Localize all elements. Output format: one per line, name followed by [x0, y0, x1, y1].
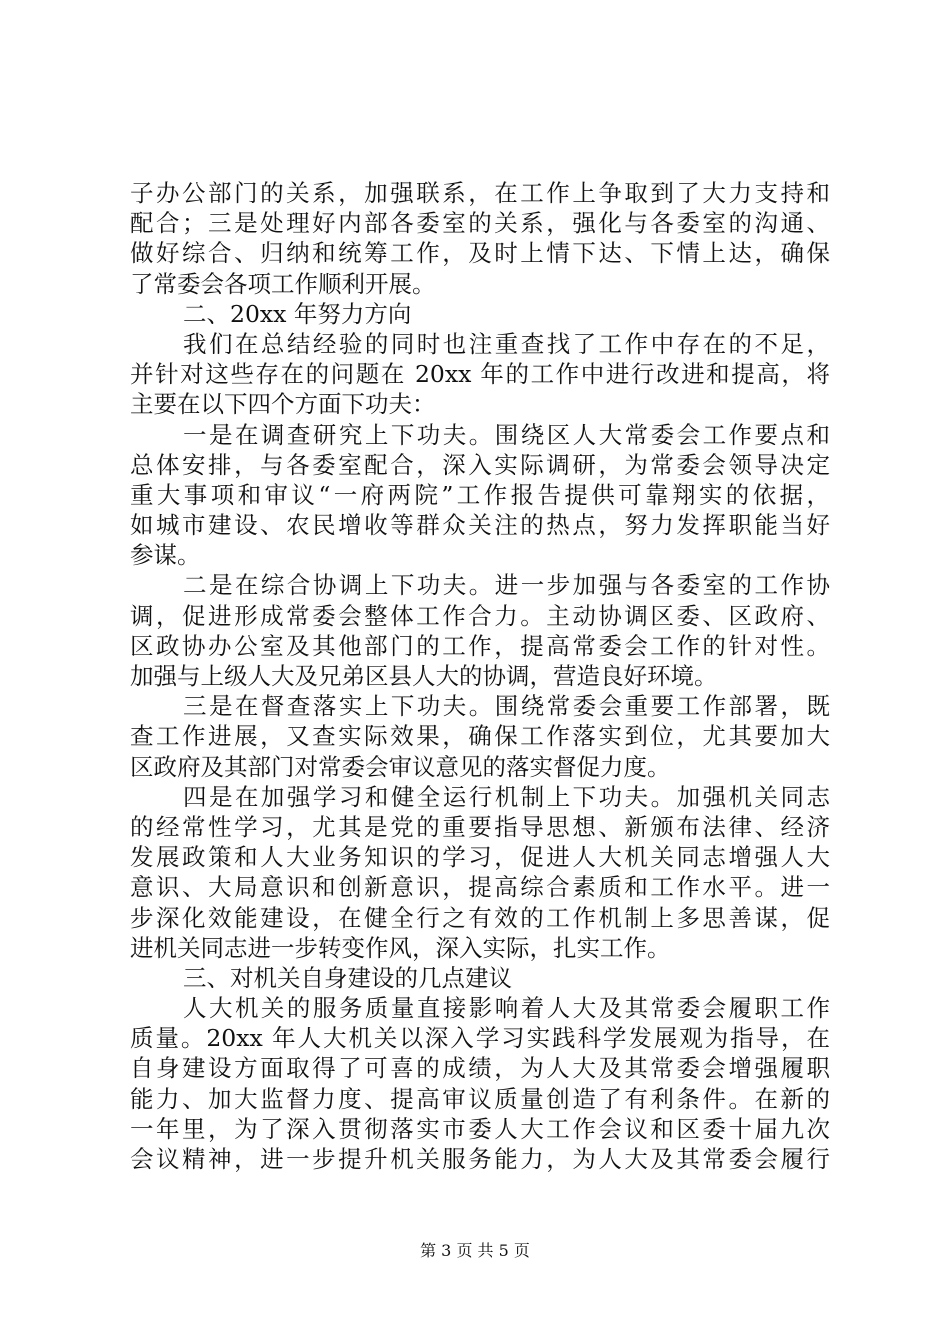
text-line: 二、20xx 年努力方向 — [183, 299, 412, 328]
text-line: 查工作进展，又查实际效果，确保工作落实到位，尤其要加大 — [130, 722, 830, 751]
text-line: 自身建设方面取得了可喜的成绩，为人大及其常委会增强履职 — [130, 1054, 830, 1083]
text-line: 了常委会各项工作顺利开展。 — [130, 269, 436, 298]
text-line: 能力、加大监督力度、提高审议质量创造了有利条件。在新的 — [130, 1084, 830, 1113]
text-line: 质量。20xx 年人大机关以深入学习实践科学发展观为指导，在 — [130, 1024, 830, 1053]
text-line: 人大机关的服务质量直接影响着人大及其常委会履职工作 — [183, 994, 830, 1023]
page-footer: 第 3 页 共 5 页 — [420, 1241, 530, 1260]
text-line: 子办公部门的关系，加强联系，在工作上争取到了大力支持和 — [130, 179, 830, 207]
text-line: 意识、大局意识和创新意识，提高综合素质和工作水平。进一 — [130, 873, 830, 902]
text-line: 做好综合、归纳和统筹工作，及时上情下达、下情上达，确保 — [130, 239, 830, 268]
text-line: 区政府及其部门对常委会审议意见的落实督促力度。 — [130, 752, 671, 781]
text-line: 步深化效能建设，在健全行之有效的工作机制上多思善谋，促 — [130, 903, 830, 932]
document-body — [130, 178, 830, 1174]
text-line: 进机关同志进一步转变作风，深入实际，扎实工作。 — [130, 933, 671, 962]
text-line: 加强与上级人大及兄弟区县人大的协调，营造良好环境。 — [130, 662, 718, 690]
text-line: 主要在以下四个方面下功夫： — [130, 390, 436, 419]
text-line: 一是在调查研究上下功夫。围绕区人大常委会工作要点和 — [183, 420, 830, 449]
text-line: 如城市建设、农民增收等群众关注的热点，努力发挥职能当好 — [130, 511, 830, 540]
text-line: 二是在综合协调上下功夫。进一步加强与各委室的工作协 — [183, 571, 830, 600]
text-line: 的经常性学习，尤其是党的重要指导思想、新颁布法律、经济 — [130, 812, 830, 841]
text-line: 区政协办公室及其他部门的工作，提高常委会工作的针对性。 — [130, 631, 830, 660]
text-line: 参谋。 — [130, 541, 201, 570]
text-line: 总体安排，与各委室配合，深入实际调研，为常委会领导决定 — [130, 450, 830, 479]
text-line: 三、对机关自身建设的几点建议 — [183, 963, 512, 992]
text-line: 会议精神，进一步提升机关服务能力，为人大及其常委会履行 — [130, 1145, 830, 1173]
text-line: 配合；三是处理好内部各委室的关系，强化与各委室的沟通、 — [130, 209, 830, 238]
text-line: 调，促进形成常委会整体工作合力。主动协调区委、区政府、 — [130, 601, 830, 630]
text-line: 四是在加强学习和健全运行机制上下功夫。加强机关同志 — [183, 782, 830, 811]
text-line: 三是在督查落实上下功夫。围绕常委会重要工作部署，既 — [183, 692, 830, 721]
text-line: 我们在总结经验的同时也注重查找了工作中存在的不足， — [183, 329, 830, 358]
text-line: 一年里，为了深入贯彻落实市委人大工作会议和区委十届九次 — [130, 1114, 830, 1143]
text-line: 发展政策和人大业务知识的学习，促进人大机关同志增强人大 — [130, 843, 830, 872]
text-line: 并针对这些存在的问题在 20xx 年的工作中进行改进和提高，将 — [130, 360, 830, 389]
text-line: 重大事项和审议“一府两院”工作报告提供可靠翔实的依据， — [130, 480, 830, 509]
